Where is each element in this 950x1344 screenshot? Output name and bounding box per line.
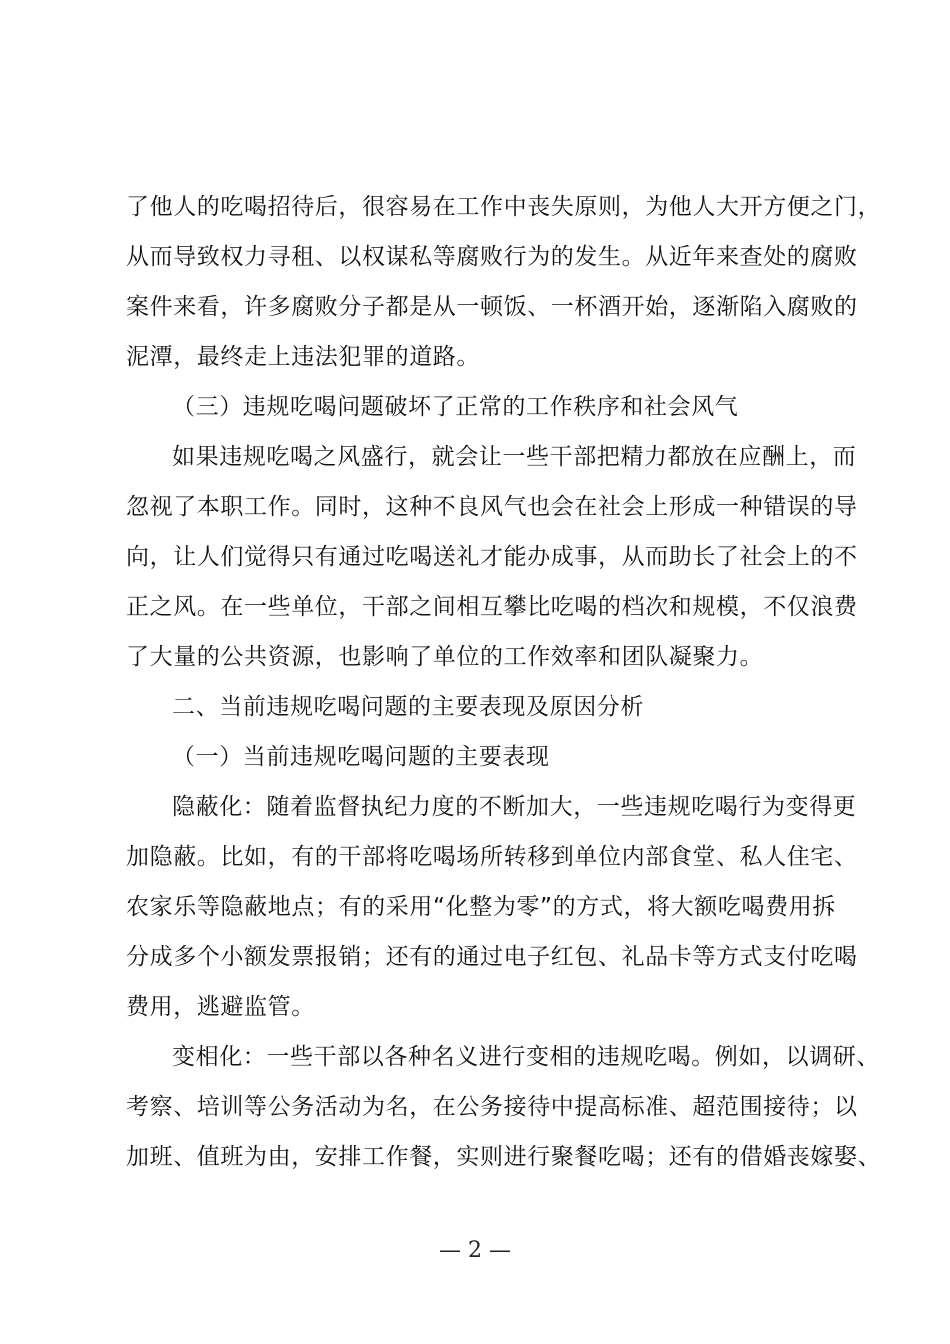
text-line: 变相化：一些干部以各种名义进行变相的违规吃喝。例如，以调研、 <box>172 1044 880 1070</box>
text-line: 向，让人们觉得只有通过吃喝送礼才能办成事，从而助长了社会上的不 <box>126 544 858 570</box>
text-line: 加班、值班为由，安排工作餐，实则进行聚餐吃喝；还有的借婚丧嫁娶、 <box>126 1144 882 1170</box>
text-line: 忽视了本职工作。同时，这种不良风气也会在社会上形成一种错误的导 <box>126 494 858 520</box>
subsection-heading-1: （一）当前违规吃喝问题的主要表现 <box>172 744 550 770</box>
page-number: — 2 — <box>439 1238 511 1263</box>
text-line: 正之风。在一些单位，干部之间相互攀比吃喝的档次和规模，不仅浪费 <box>126 594 858 620</box>
text-line: 了大量的公共资源，也影响了单位的工作效率和团队凝聚力。 <box>126 644 764 670</box>
text-line: 加隐蔽。比如，有的干部将吃喝场所转移到单位内部食堂、私人住宅、 <box>126 844 858 870</box>
text-line: 泥潭，最终走上违法犯罪的道路。 <box>126 344 480 370</box>
text-line: 考察、培训等公务活动为名，在公务接待中提高标准、超范围接待；以 <box>126 1094 858 1120</box>
section-heading-3: （三）违规吃喝问题破坏了正常的工作秩序和社会风气 <box>172 394 739 420</box>
text-line: 农家乐等隐蔽地点；有的采用“化整为零”的方式，将大额吃喝费用拆 <box>126 894 836 920</box>
document-body <box>126 182 882 1182</box>
text-line: 从而导致权力寻租、以权谋私等腐败行为的发生。从近年来查处的腐败 <box>126 244 858 270</box>
section-heading-2: 二、当前违规吃喝问题的主要表现及原因分析 <box>172 694 644 720</box>
text-line: 费用，逃避监管。 <box>126 994 315 1020</box>
text-line: 如果违规吃喝之风盛行，就会让一些干部把精力都放在应酬上，而 <box>172 444 857 470</box>
text-line: 案件来看，许多腐败分子都是从一顿饭、一杯酒开始，逐渐陷入腐败的 <box>126 294 858 320</box>
text-line: 分成多个小额发票报销；还有的通过电子红包、礼品卡等方式支付吃喝 <box>126 944 858 970</box>
text-line: 了他人的吃喝招待后，很容易在工作中丧失原则，为他人大开方便之门， <box>126 194 882 220</box>
text-line: 隐蔽化：随着监督执纪力度的不断加大，一些违规吃喝行为变得更 <box>172 794 857 820</box>
